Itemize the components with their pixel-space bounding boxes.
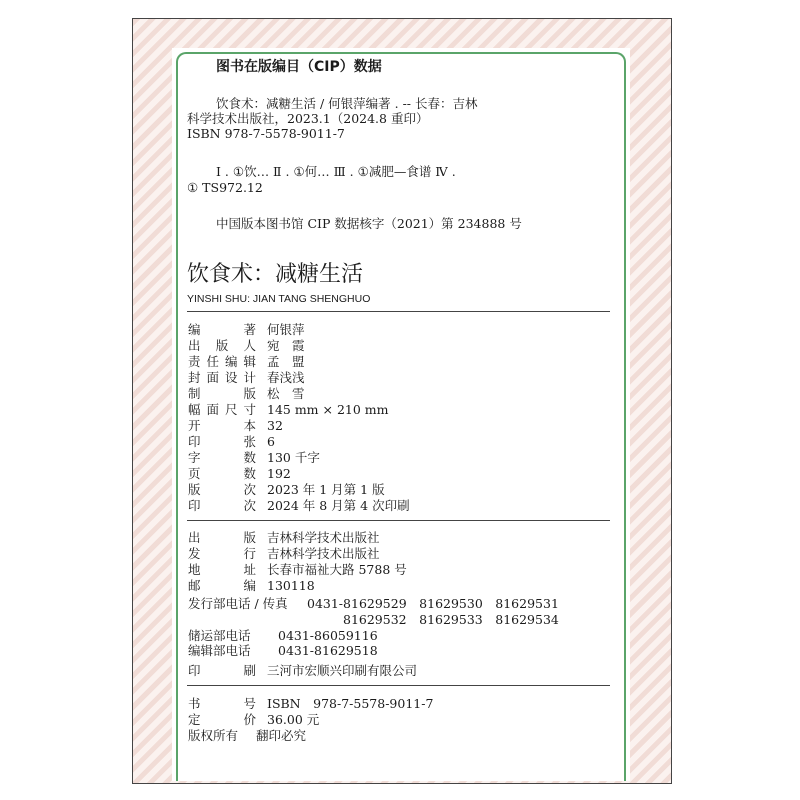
credit-label: 版次 — [188, 482, 256, 497]
credit-value: 32 — [267, 418, 283, 433]
cip-line-3: ISBN 978-7-5578-9011-7 — [187, 126, 345, 141]
divider — [187, 311, 610, 312]
publisher-value: 长春市福祉大路 5788 号 — [267, 562, 407, 577]
publisher-label: 地址 — [188, 562, 256, 577]
cip-line-6: 中国版本图书馆 CIP 数据核字（2021）第 234888 号 — [216, 216, 522, 231]
cip-line-2: 科学技术出版社，2023.1（2024.8 重印） — [187, 111, 429, 126]
credit-value: 6 — [267, 434, 275, 449]
book-title-pinyin: YINSHI SHU: JIAN TANG SHENGHUO — [187, 293, 371, 305]
credit-label: 印次 — [188, 498, 256, 513]
publisher-label: 邮编 — [188, 578, 256, 593]
credit-label: 字数 — [188, 450, 256, 465]
copyright-value: 翻印必究 — [256, 728, 307, 743]
copyright-label: 版权所有 — [188, 728, 239, 743]
distribution-phone-label: 发行部电话 / 传真 — [188, 596, 288, 611]
publisher-value: 吉林科学技术出版社 — [267, 530, 380, 545]
storage-phone-label: 储运部电话 — [188, 628, 251, 643]
price-value: 36.00 元 — [267, 712, 320, 727]
storage-phone-value: 0431-86059116 — [278, 628, 378, 643]
credit-value: 130 千字 — [267, 450, 320, 465]
distribution-phone-line-2: 81629532 81629533 81629534 — [343, 612, 559, 627]
editorial-phone-value: 0431-81629518 — [278, 643, 378, 658]
credit-value: 2024 年 8 月第 4 次印刷 — [267, 498, 410, 513]
credit-label: 责任编辑 — [188, 354, 256, 369]
credit-label: 出版人 — [188, 338, 256, 353]
credit-label: 编著 — [188, 322, 256, 337]
credit-value: 松 雪 — [267, 386, 305, 401]
credit-label: 开本 — [188, 418, 256, 433]
credit-label: 封面设计 — [188, 370, 256, 385]
credit-value: 145 mm × 210 mm — [267, 402, 389, 417]
printer-value: 三河市宏顺兴印刷有限公司 — [267, 663, 418, 678]
price-label: 定价 — [188, 712, 256, 727]
credit-value: 何银萍 — [267, 322, 305, 337]
cip-title: 图书在版编目（CIP）数据 — [216, 59, 382, 75]
cip-line-4: Ⅰ . ①饮… Ⅱ . ①何… Ⅲ . ①减肥—食谱 Ⅳ . — [216, 164, 456, 179]
credit-value: 春浅浅 — [267, 370, 305, 385]
cip-line-5: ① TS972.12 — [187, 180, 263, 195]
divider — [187, 685, 610, 686]
publisher-label: 发行 — [188, 546, 256, 561]
distribution-phone-line-1: 0431-81629529 81629530 81629531 — [307, 596, 559, 611]
publisher-value: 吉林科学技术出版社 — [267, 546, 380, 561]
credit-value: 宛 霞 — [267, 338, 305, 353]
credit-label: 幅面尺寸 — [188, 402, 256, 417]
printer-label: 印刷 — [188, 663, 256, 678]
book-title: 饮食术：减糖生活 — [187, 262, 364, 287]
credit-label: 页数 — [188, 466, 256, 481]
credit-label: 印张 — [188, 434, 256, 449]
editorial-phone-label: 编辑部电话 — [188, 643, 251, 658]
isbn-label: 书号 — [188, 696, 256, 711]
divider — [187, 520, 610, 521]
publisher-label: 出版 — [188, 530, 256, 545]
credit-value: 192 — [267, 466, 291, 481]
publisher-value: 130118 — [267, 578, 315, 593]
cip-line-1: 饮食术：减糖生活 / 何银萍编著 . -- 长春：吉林 — [216, 96, 478, 111]
credit-value: 2023 年 1 月第 1 版 — [267, 482, 385, 497]
isbn-value: ISBN 978-7-5578-9011-7 — [267, 696, 434, 711]
credit-value: 孟 盟 — [267, 354, 305, 369]
credit-label: 制版 — [188, 386, 256, 401]
